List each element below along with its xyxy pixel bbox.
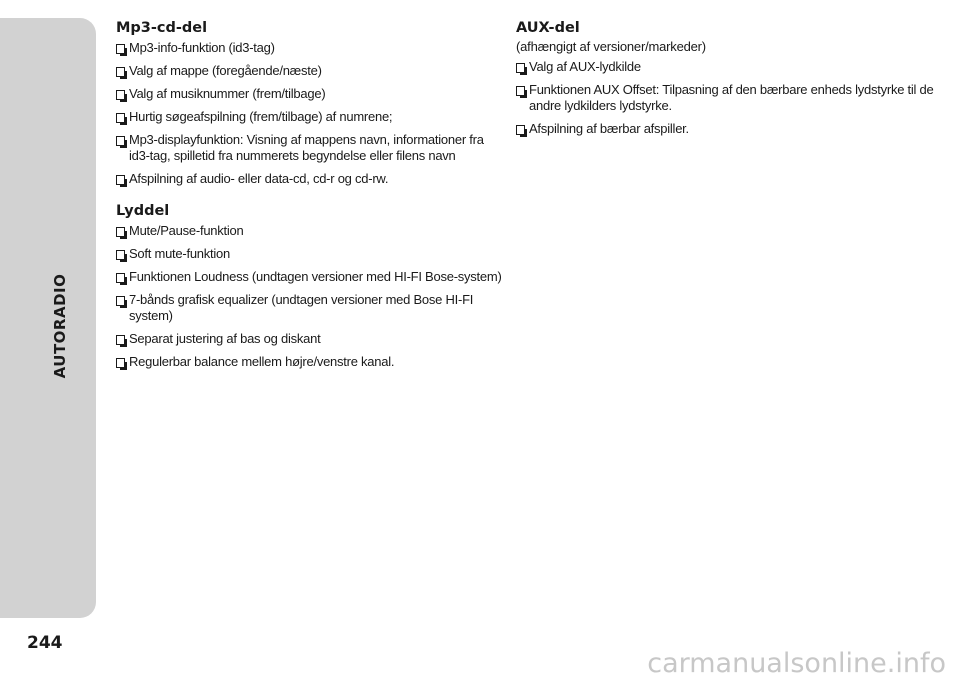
section-heading-mp3-cd: Mp3-cd-del xyxy=(116,20,208,36)
checkbox-bullet-icon xyxy=(116,90,125,100)
list-item-text: Funktionen Loudness (undtagen versioner med HI-FI Bose-system) xyxy=(129,269,502,284)
list-item xyxy=(116,171,506,187)
section-subheading-aux: (afhængigt af versioner/markeder) xyxy=(516,39,706,54)
list-item-text: Funktionen AUX Offset: Tilpasning af den bærbare enheds lydstyrke til de andre lydkilders lydstyrke. xyxy=(529,82,934,113)
list-item xyxy=(116,132,506,164)
checkbox-bullet-icon xyxy=(116,227,125,237)
list-item-text: Hurtig søgeafspilning (frem/tilbage) af numrene; xyxy=(129,109,393,124)
right-column xyxy=(516,18,936,151)
checkbox-bullet-icon xyxy=(516,125,525,135)
list-item xyxy=(116,292,506,324)
feature-list-mp3-cd xyxy=(116,40,506,187)
section-label: AUTORADIO xyxy=(51,273,69,379)
list-item-text: Regulerbar balance mellem højre/venstre kanal. xyxy=(129,354,395,369)
list-item-text: 7-bånds grafisk equalizer (undtagen versioner med Bose HI-FI system) xyxy=(129,292,474,323)
checkbox-bullet-icon xyxy=(116,335,125,345)
list-item xyxy=(116,354,506,370)
checkbox-bullet-icon xyxy=(116,175,125,185)
checkbox-bullet-icon xyxy=(116,250,125,260)
checkbox-bullet-icon xyxy=(516,63,525,73)
side-tab xyxy=(0,18,96,618)
list-item xyxy=(116,40,506,56)
list-item xyxy=(116,331,506,347)
list-item xyxy=(116,63,506,79)
section-lyddel xyxy=(116,201,506,370)
list-item xyxy=(516,82,936,114)
checkbox-bullet-icon xyxy=(116,44,125,54)
checkbox-bullet-icon xyxy=(116,67,125,77)
page-number: 244 xyxy=(27,633,63,653)
list-item xyxy=(516,59,936,75)
checkbox-bullet-icon xyxy=(116,358,125,368)
section-heading-lyddel: Lyddel xyxy=(116,203,170,219)
checkbox-bullet-icon xyxy=(116,113,125,123)
list-item-text: Soft mute-funktion xyxy=(129,246,230,261)
list-item-text: Valg af mappe (foregående/næste) xyxy=(129,63,322,78)
checkbox-bullet-icon xyxy=(516,86,525,96)
list-item-text: Afspilning af audio- eller data-cd, cd-r og cd-rw. xyxy=(129,171,389,186)
list-item-text: Separat justering af bas og diskant xyxy=(129,331,321,346)
list-item xyxy=(116,246,506,262)
checkbox-bullet-icon xyxy=(116,136,125,146)
list-item-text: Mute/Pause-funktion xyxy=(129,223,244,238)
list-item xyxy=(116,86,506,102)
list-item-text: Afspilning af bærbar afspiller. xyxy=(529,121,689,136)
section-heading-aux: AUX-del xyxy=(516,20,580,36)
list-item xyxy=(116,223,506,239)
list-item-text: Mp3-displayfunktion: Visning af mappens navn, informationer fra id3-tag, spilletid fra nummerets begyndelse eller filens navn xyxy=(129,132,484,163)
list-item xyxy=(116,109,506,125)
section-mp3-cd xyxy=(116,18,506,187)
watermark: carmanualsonline.info xyxy=(647,648,946,679)
list-item xyxy=(516,121,936,137)
checkbox-bullet-icon xyxy=(116,273,125,283)
list-item xyxy=(116,269,506,285)
list-item-text: Valg af musiknummer (frem/tilbage) xyxy=(129,86,326,101)
left-column xyxy=(116,18,506,384)
list-item-text: Mp3-info-funktion (id3-tag) xyxy=(129,40,275,55)
feature-list-lyddel xyxy=(116,223,506,370)
checkbox-bullet-icon xyxy=(116,296,125,306)
section-aux xyxy=(516,18,936,137)
list-item-text: Valg af AUX-lydkilde xyxy=(529,59,641,74)
feature-list-aux xyxy=(516,59,936,137)
